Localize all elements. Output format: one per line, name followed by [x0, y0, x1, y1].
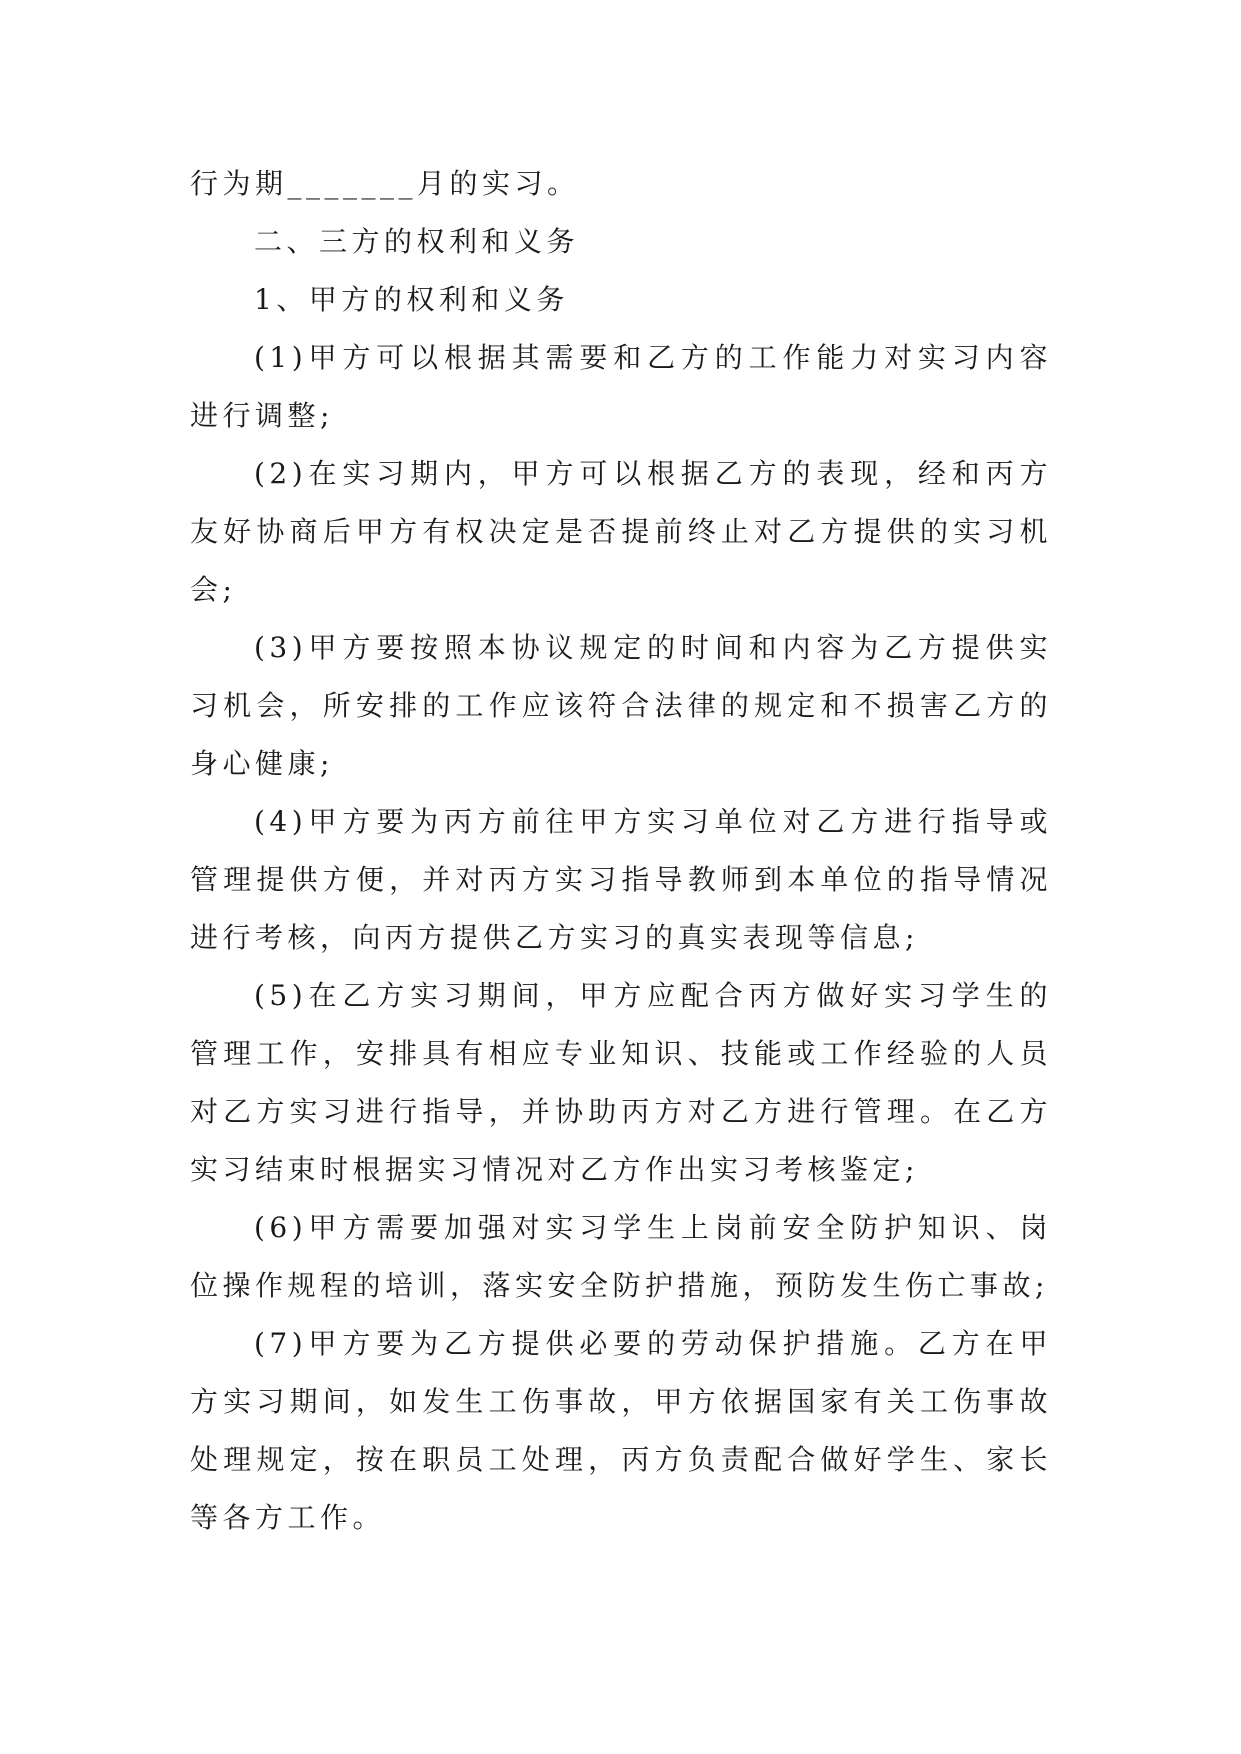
clause-2: (2)在实习期内，甲方可以根据乙方的表现，经和丙方友好协商后甲方有权决定是否提前终止对乙方提供的实习机会;	[190, 457, 1052, 606]
clause-5: (5)在乙方实习期间，甲方应配合丙方做好实习学生的管理工作，安排具有相应专业知识、技能或工作经验的人员对乙方实习进行指导，并协助丙方对乙方进行管理。在乙方实习结束时根据实习情况对乙方作出实习考核鉴定;	[190, 979, 1052, 1186]
paragraph-internship-period: 行为期_______月的实习。	[190, 167, 580, 200]
clause-4: (4)甲方要为丙方前往甲方实习单位对乙方进行指导或管理提供方便，并对丙方实习指导教师到本单位的指导情况进行考核，向丙方提供乙方实习的真实表现等信息;	[190, 805, 1052, 954]
document-body	[190, 155, 1052, 1547]
clause-3: (3)甲方要按照本协议规定的时间和内容为乙方提供实习机会，所安排的工作应该符合法律的规定和不损害乙方的身心健康;	[190, 631, 1052, 780]
subheading-party-a: 1、甲方的权利和义务	[254, 283, 569, 316]
clause-7: (7)甲方要为乙方提供必要的劳动保护措施。乙方在甲方实习期间，如发生工伤事故，甲方依据国家有关工伤事故处理规定，按在职员工处理，丙方负责配合做好学生、家长等各方工作。	[190, 1327, 1052, 1534]
clause-6: (6)甲方需要加强对实习学生上岗前安全防护知识、岗位操作规程的培训，落实安全防护措施，预防发生伤亡事故;	[190, 1211, 1052, 1302]
heading-rights-obligations: 二、三方的权利和义务	[254, 225, 580, 258]
clause-1: (1)甲方可以根据其需要和乙方的工作能力对实习内容进行调整;	[190, 341, 1052, 432]
